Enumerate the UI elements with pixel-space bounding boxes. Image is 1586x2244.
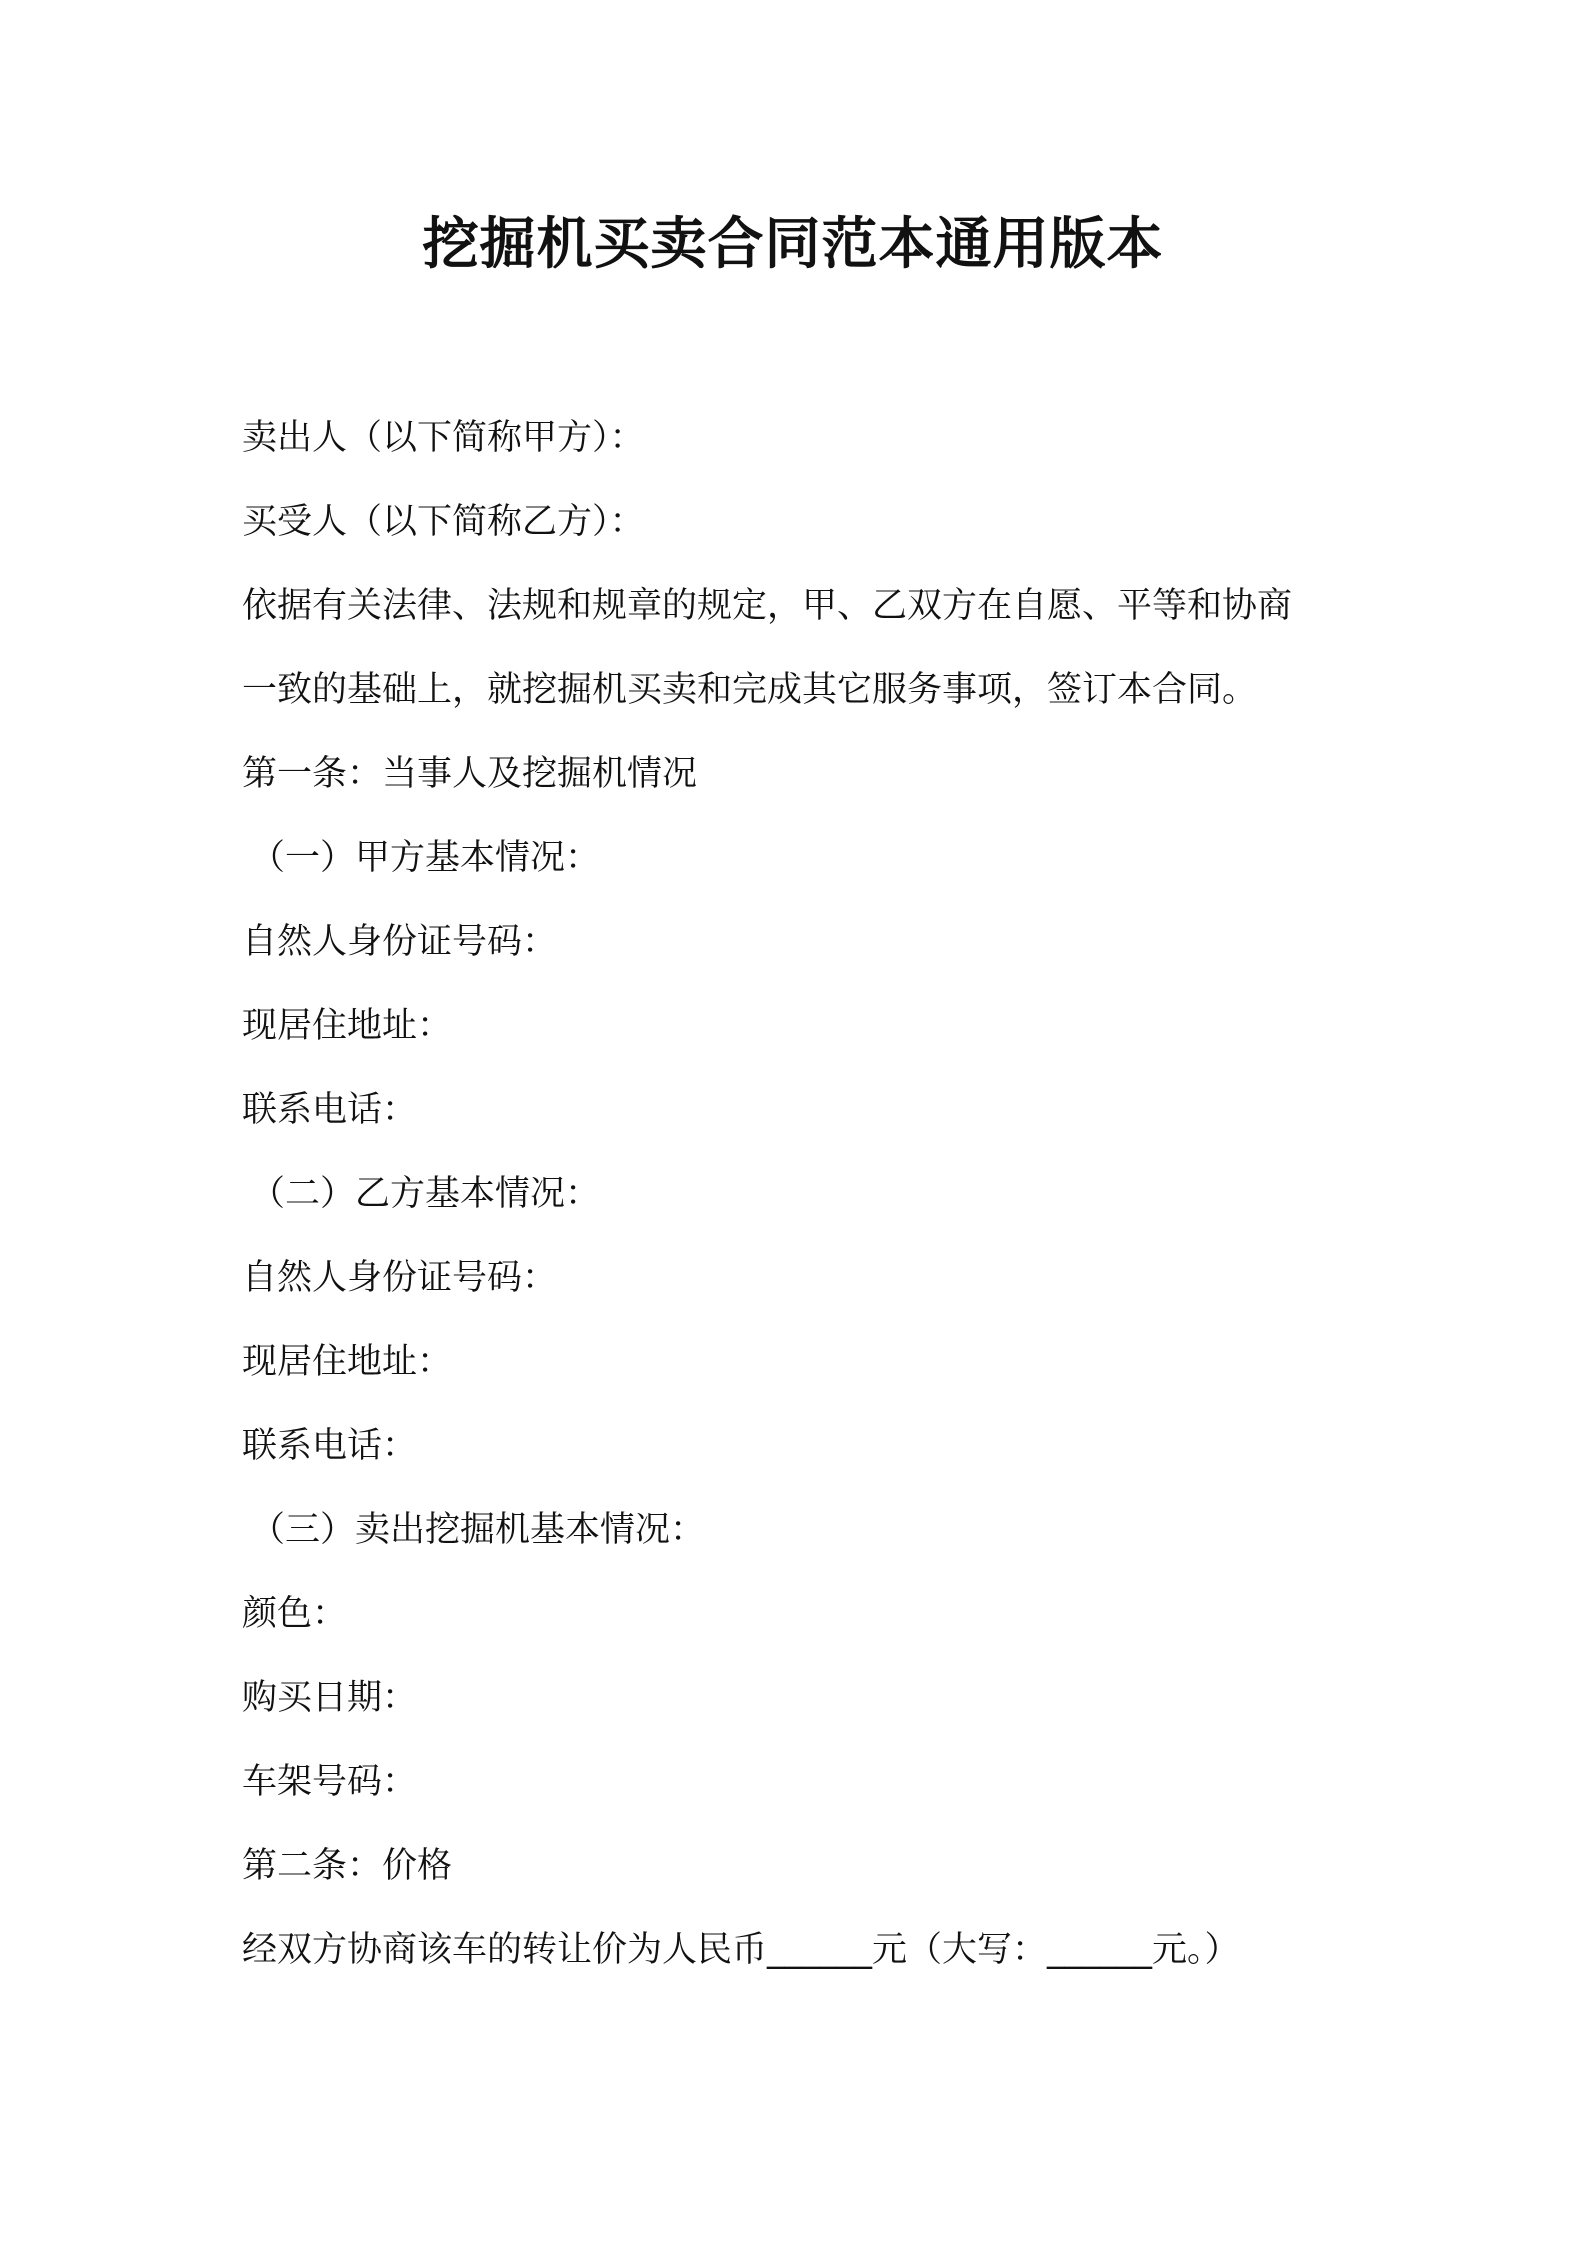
party-a-address-field: 现居住地址： xyxy=(242,1006,453,1046)
party-b-phone-field: 联系电话： xyxy=(242,1426,418,1466)
party-b-address-field: 现居住地址： xyxy=(242,1342,453,1382)
party-b-section-heading: （二）乙方基本情况： xyxy=(250,1174,601,1214)
party-a-phone-field: 联系电话： xyxy=(242,1090,418,1130)
color-field: 颜色： xyxy=(242,1594,348,1634)
article-2-heading: 第二条：价格 xyxy=(242,1846,453,1886)
frame-number-field: 车架号码： xyxy=(242,1762,418,1802)
party-a-section-heading: （一）甲方基本情况： xyxy=(250,838,601,878)
preamble-line-1: 依据有关法律、法规和规章的规定，甲、乙双方在自愿、平等和协商 xyxy=(242,586,1293,626)
party-a-id-field: 自然人身份证号码： xyxy=(242,922,558,962)
excavator-section-heading: （三）卖出挖掘机基本情况： xyxy=(250,1510,706,1550)
seller-line: 卖出人（以下简称甲方）： xyxy=(242,418,645,458)
price-clause: 经双方协商该车的转让价为人民币______元（大写：______元。） xyxy=(242,1930,1240,1970)
buyer-line: 买受人（以下简称乙方）： xyxy=(242,502,645,542)
party-b-id-field: 自然人身份证号码： xyxy=(242,1258,558,1298)
preamble-line-2: 一致的基础上，就挖掘机买卖和完成其它服务事项，签订本合同。 xyxy=(242,670,1258,710)
purchase-date-field: 购买日期： xyxy=(242,1678,418,1718)
document-title: 挖掘机买卖合同范本通用版本 xyxy=(422,212,1164,277)
document-body xyxy=(242,396,1362,1992)
article-1-heading: 第一条：当事人及挖掘机情况 xyxy=(242,754,698,794)
